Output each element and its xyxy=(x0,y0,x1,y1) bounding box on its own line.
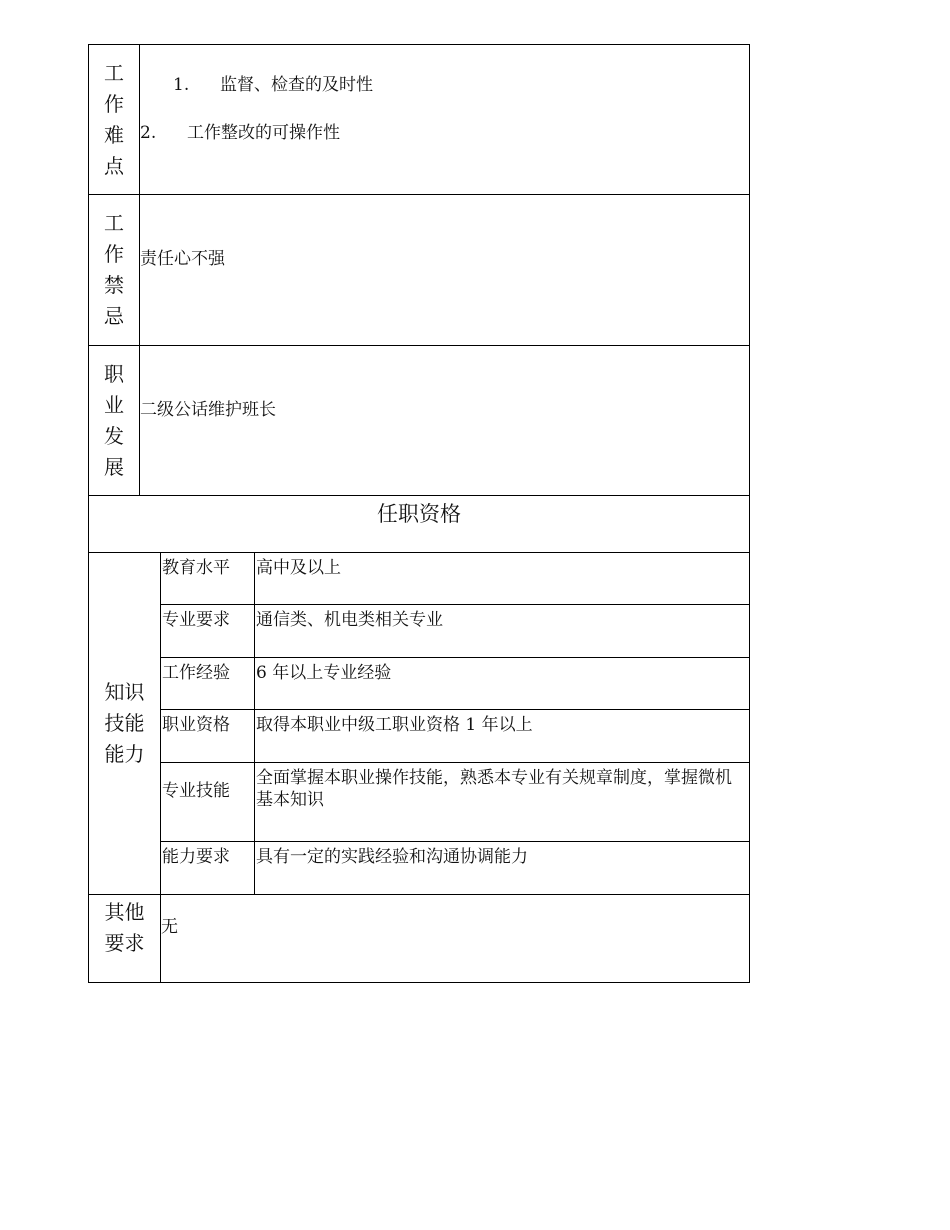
qualification-row xyxy=(89,658,750,710)
qualification-item-value: 具有一定的实践经验和沟通协调能力 xyxy=(255,842,750,895)
qualification-row xyxy=(89,710,750,763)
taboo-content xyxy=(140,195,750,346)
qualification-item-value: 通信类、机电类相关专业 xyxy=(255,605,750,658)
qualification-item-label: 职业资格 xyxy=(161,710,255,763)
difficulty-label: 工作难点 xyxy=(104,60,124,178)
qualification-item-label: 专业要求 xyxy=(161,605,255,658)
qualification-item-value: 高中及以上 xyxy=(255,553,750,605)
difficulty-row xyxy=(89,45,750,195)
difficulty-content xyxy=(140,45,750,195)
other-label: 其他要求 xyxy=(104,900,145,955)
job-description-table xyxy=(88,44,750,983)
career-label: 职业发展 xyxy=(104,361,124,479)
other-content xyxy=(161,895,750,983)
qualification-title-row xyxy=(89,496,750,553)
other-label-cell xyxy=(89,895,161,983)
other-text: 无 xyxy=(161,917,178,937)
difficulty-label-cell xyxy=(89,45,140,195)
career-text: 二级公话维护班长 xyxy=(140,400,276,420)
career-row xyxy=(89,346,750,496)
qualification-group-label: 知识技能能力 xyxy=(104,680,145,766)
difficulty-item xyxy=(140,74,749,96)
qualification-item-label: 专业技能 xyxy=(161,763,255,842)
qualification-item-value: 取得本职业中级工职业资格 1 年以上 xyxy=(255,710,750,763)
difficulty-item-text: 工作整改的可操作性 xyxy=(187,123,340,143)
difficulty-item-number: 1. xyxy=(173,75,190,95)
qualification-row xyxy=(89,763,750,842)
difficulty-item xyxy=(140,122,749,144)
qualification-row xyxy=(89,605,750,658)
qualification-row xyxy=(89,553,750,605)
qualification-item-value: 6 年以上专业经验 xyxy=(255,658,750,710)
taboo-text: 责任心不强 xyxy=(140,249,225,269)
career-content xyxy=(140,346,750,496)
career-label-cell xyxy=(89,346,140,496)
qualification-item-value: 全面掌握本职业操作技能，熟悉本专业有关规章制度，掌握微机基本知识 xyxy=(255,763,750,842)
difficulty-item-number: 2. xyxy=(140,123,157,143)
qualification-row xyxy=(89,842,750,895)
taboo-label-cell xyxy=(89,195,140,346)
qualification-item-label: 能力要求 xyxy=(161,842,255,895)
qualification-title: 任职资格 xyxy=(89,496,750,553)
qualification-item-label: 教育水平 xyxy=(161,553,255,605)
qualification-item-label: 工作经验 xyxy=(161,658,255,710)
qualification-group-label-cell xyxy=(89,553,161,895)
other-row xyxy=(89,895,750,983)
taboo-row xyxy=(89,195,750,346)
taboo-label: 工作禁忌 xyxy=(104,211,124,328)
difficulty-item-text: 监督、检查的及时性 xyxy=(220,75,373,95)
